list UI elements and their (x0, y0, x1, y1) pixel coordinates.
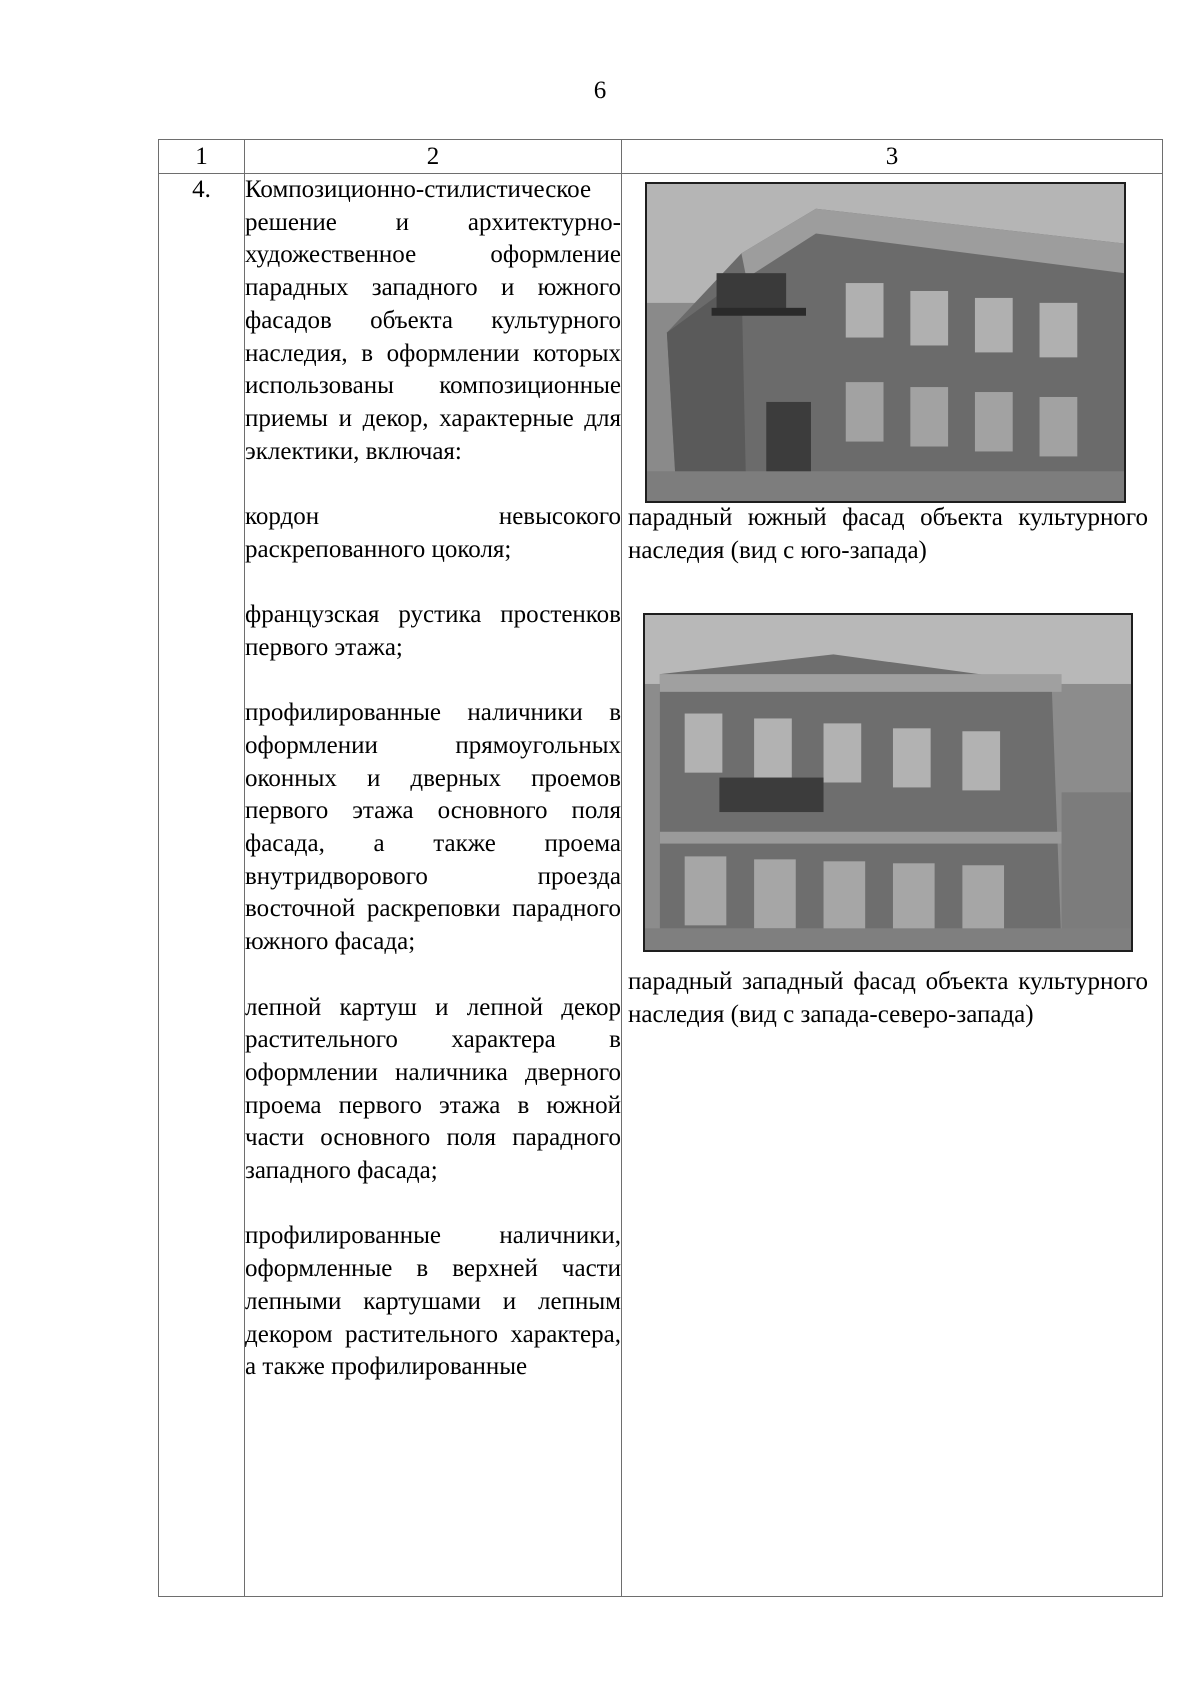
table-header-row (159, 140, 1163, 174)
table-row (159, 174, 1163, 1597)
photo-cell (622, 174, 1163, 1597)
west-facade-caption: парадный западный фасад объекта культурного наследия (вид с запада-северо-запада) (628, 968, 1148, 1028)
description-paragraph: профилированные наличники, оформленные в верхней части лепными картушами и лепным декором растительного характера, а также профилированные (245, 1222, 621, 1381)
south-facade-caption: парадный южный фасад объекта культурного наследия (вид с юго-запада) (628, 504, 1148, 564)
description-cell (245, 174, 622, 1597)
west-facade-photo (643, 613, 1133, 952)
description-paragraph: кордон невысокого раскрепованного цоколя; (245, 503, 621, 563)
south-facade-photo (645, 182, 1126, 503)
description-paragraph: лепной картуш и лепной декор растительного характера в оформлении наличника дверного проема первого этажа в южной части основного поля парадного западного фасада; (245, 993, 621, 1185)
heritage-table (158, 139, 1163, 1597)
description-paragraph: профилированные наличники в оформлении прямоугольных оконных и дверных проемов первого этажа основного поля фасада, а также проема внутридворового проезда восточной раскреповки парадного южного фасада; (245, 699, 621, 956)
header-col-3: 3 (622, 140, 1163, 174)
description-paragraph: французская рустика простенков первого этажа; (245, 601, 621, 661)
header-col-1: 1 (159, 140, 245, 174)
row-number: 4. (159, 174, 245, 1597)
page-number: 6 (593, 77, 607, 104)
description-paragraph: Композиционно-стилистическое решение и архитектурно-художественное оформление парадных западного и южного фасадов объекта культурного наследия, в оформлении которых использованы композиционные приемы и декор, характерные для эклектики, включая: (245, 176, 621, 465)
header-col-2: 2 (245, 140, 622, 174)
